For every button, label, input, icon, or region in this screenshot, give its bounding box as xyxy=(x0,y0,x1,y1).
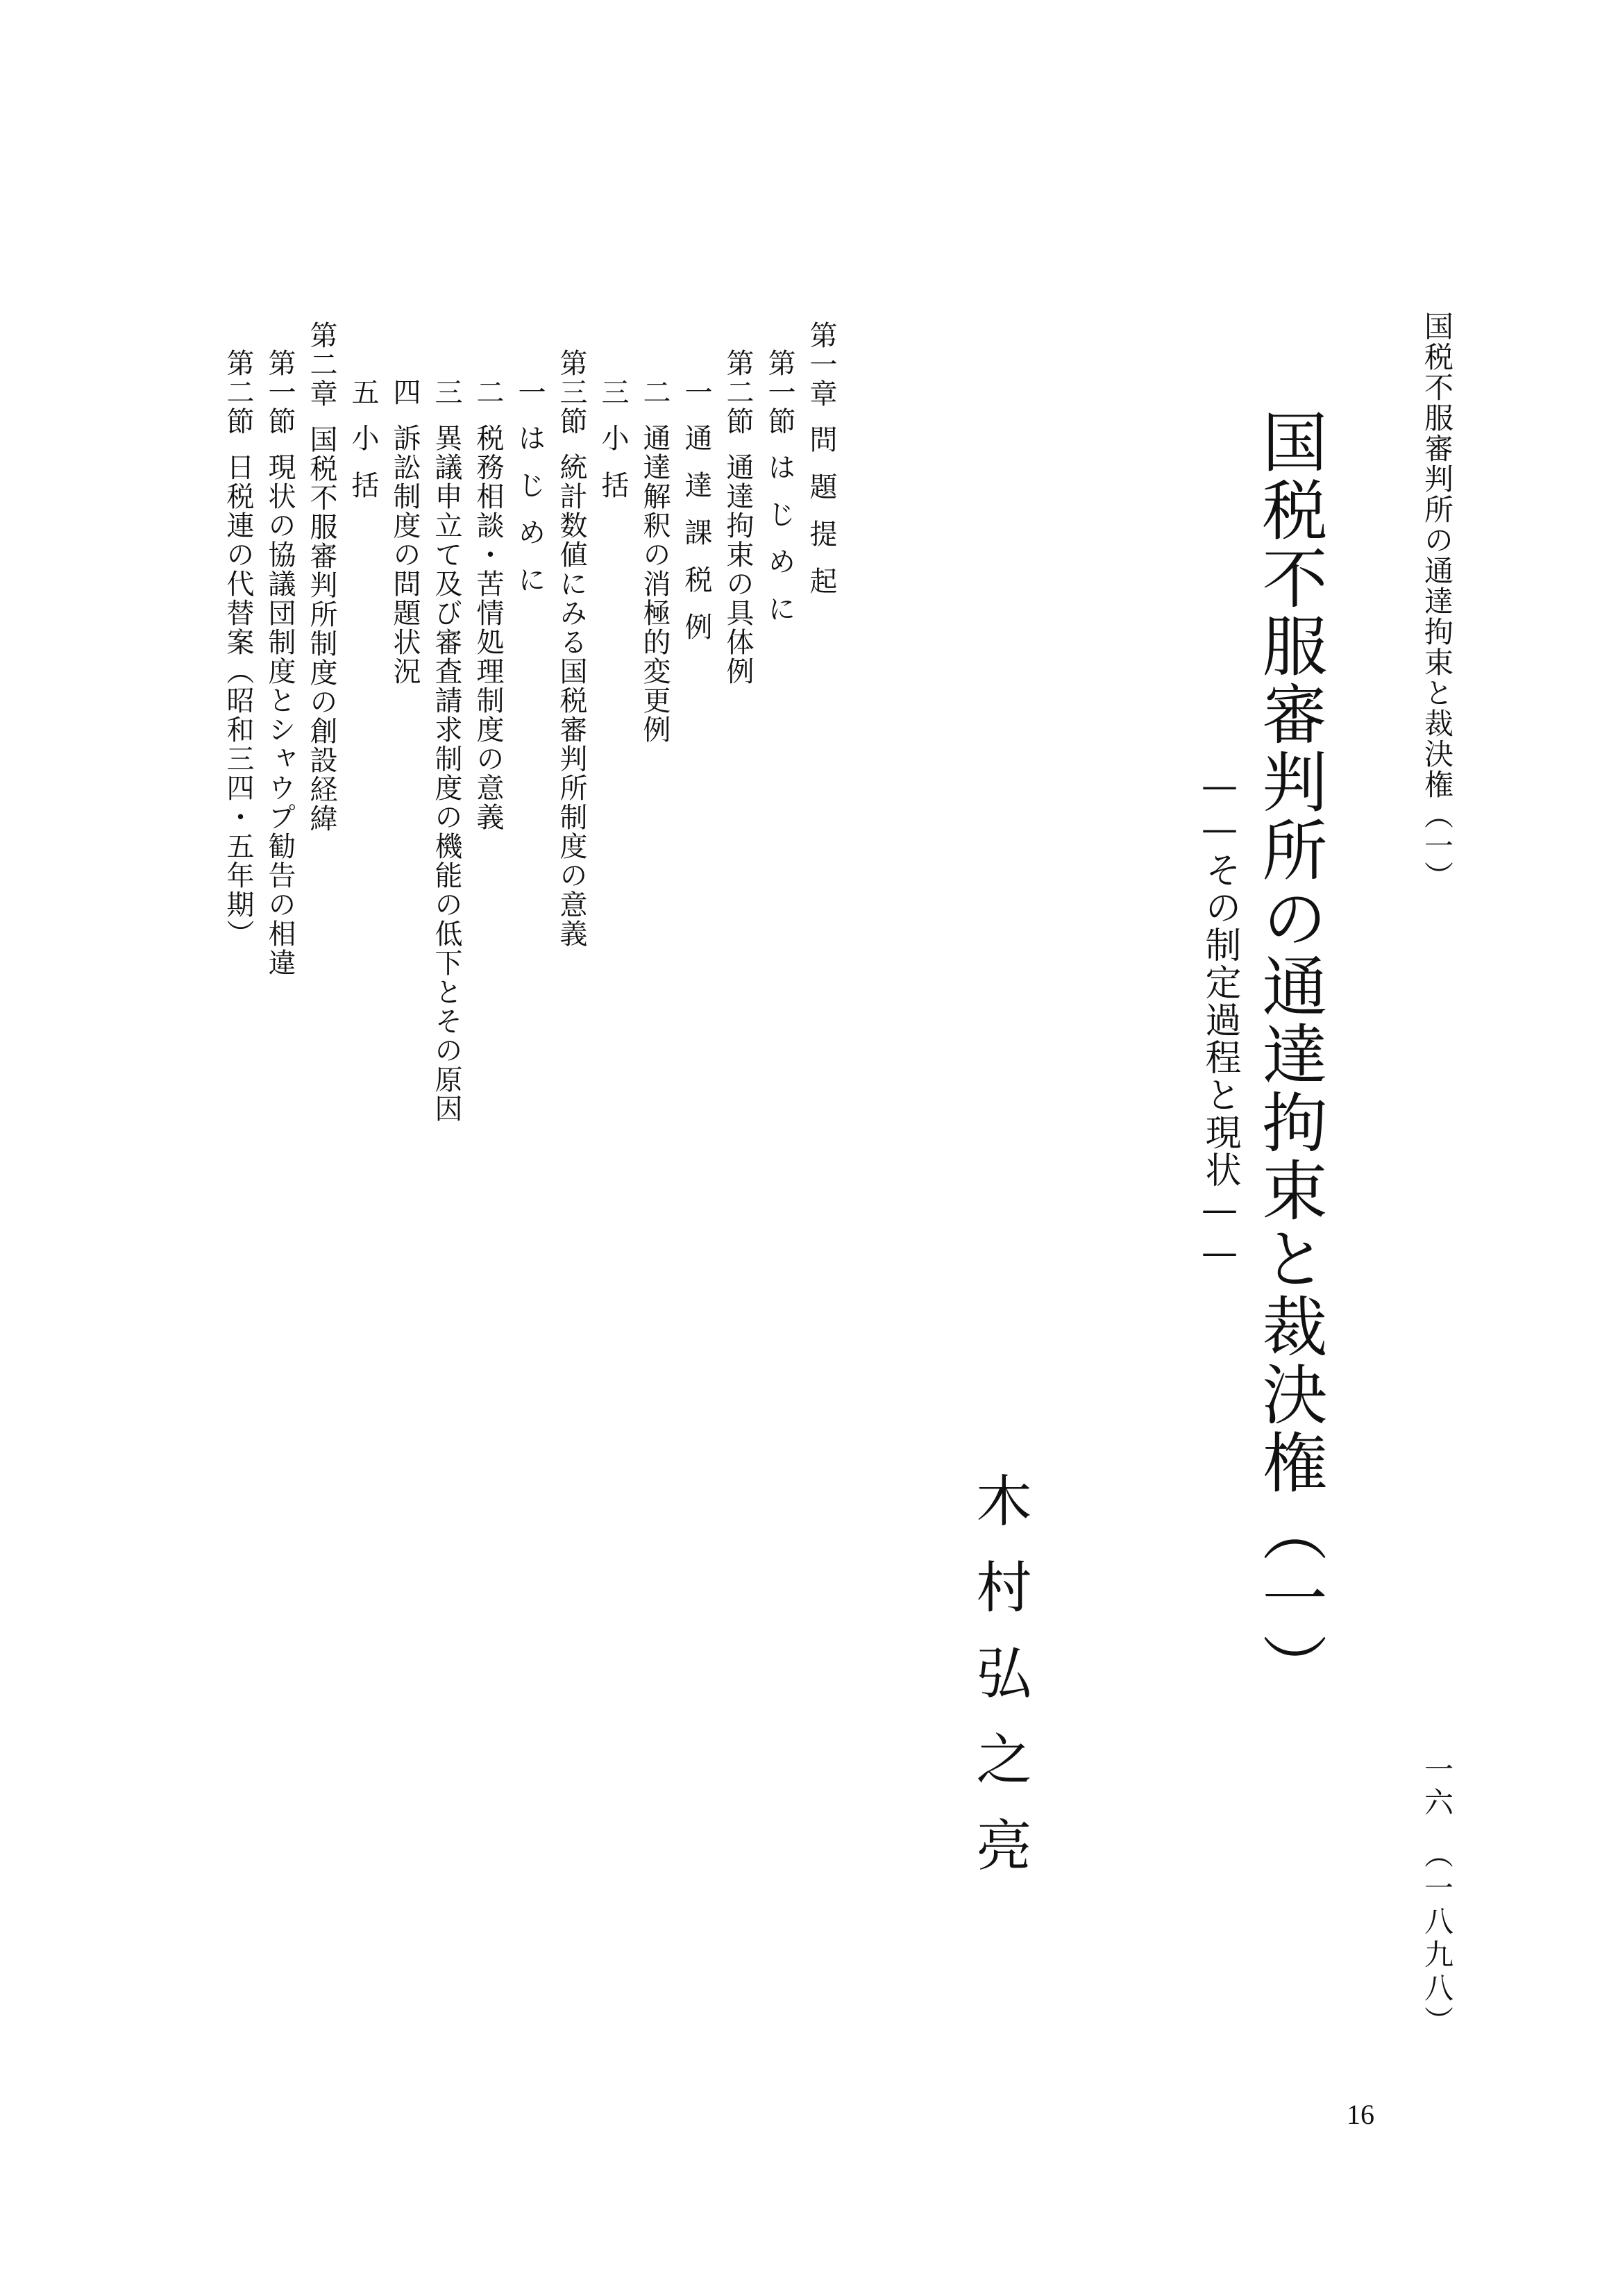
toc-entry-number: 第二節 xyxy=(222,349,254,436)
page-number: 16 xyxy=(1347,2099,1374,2130)
toc-entry-text: 通達拘束の具体例 xyxy=(722,453,754,686)
toc-entry-number: 五 xyxy=(347,378,379,407)
toc-entry-number: 第三節 xyxy=(555,349,587,436)
toc-entry xyxy=(384,321,425,1154)
toc-entry xyxy=(301,321,342,1154)
toc-entry-text: 税務相談・苦情処理制度の意義 xyxy=(472,424,504,832)
toc-entry-text: 小括 xyxy=(597,424,629,518)
toc-entry xyxy=(592,321,634,1154)
toc-entry xyxy=(342,321,384,1154)
toc-entry-text: 統計数値にみる国税審判所制度の意義 xyxy=(555,453,587,948)
toc-entry-number: 第一節 xyxy=(764,349,795,436)
article-title: 国税不服審判所の通達拘束と裁決権（一） xyxy=(1251,408,1326,1701)
toc-entry xyxy=(217,321,259,1154)
toc-entry xyxy=(509,321,550,1154)
toc-entry-text: はじめに xyxy=(514,424,546,612)
toc-entry-text: 通達解釈の消極的変更例 xyxy=(639,424,671,744)
article-subtitle: ——その制定過程と現状—— xyxy=(1199,765,1240,1275)
toc-entry xyxy=(634,321,675,1154)
toc-entry-number: 第二節 xyxy=(722,349,754,436)
author-name: 木村弘之亮 xyxy=(967,1472,1031,1902)
toc-entry xyxy=(467,321,509,1154)
toc-entry xyxy=(550,321,592,1154)
running-header: 国税不服審判所の通達拘束と裁決権（一） xyxy=(1420,311,1454,891)
toc-entry-number: 第一節 xyxy=(264,349,296,436)
toc-entry-text: 日税連の代替案（昭和三四・五年期） xyxy=(222,453,254,948)
toc-entry-text: 現状の協議団制度とシャウプ勧告の相違 xyxy=(264,453,296,978)
folio-kanji-number: 一六 （一八九八） xyxy=(1420,1754,1454,2039)
toc-entry-number: 一 xyxy=(514,378,546,407)
toc-entry xyxy=(675,321,717,1154)
table-of-contents xyxy=(176,321,842,1154)
toc-entry-number: 二 xyxy=(639,378,671,407)
toc-entry-number: 第一章 xyxy=(805,321,837,408)
toc-entry xyxy=(259,321,301,1154)
toc-entry-number: 第二章 xyxy=(305,321,337,408)
toc-entry xyxy=(425,321,467,1154)
toc-entry-number: 二 xyxy=(472,378,504,407)
toc-entry-number: 三 xyxy=(430,378,462,407)
toc-entry-text: 通達課税例 xyxy=(680,424,712,660)
toc-entry-number: 四 xyxy=(389,378,421,407)
toc-entry xyxy=(800,321,842,1154)
toc-entry xyxy=(717,321,759,1154)
toc-entry-text: 問題提起 xyxy=(805,425,837,614)
toc-entry-text: 小括 xyxy=(347,424,379,518)
toc-entry-number: 一 xyxy=(680,378,712,407)
toc-entry xyxy=(759,321,800,1154)
toc-entry-number: 三 xyxy=(597,378,629,407)
toc-entry-text: 異議申立て及び審査請求制度の機能の低下とその原因 xyxy=(430,424,462,1123)
toc-entry-text: はじめに xyxy=(764,453,795,642)
toc-entry-text: 国税不服審判所制度の創設経緯 xyxy=(305,425,337,833)
toc-entry-text: 訴訟制度の問題状況 xyxy=(389,424,421,686)
